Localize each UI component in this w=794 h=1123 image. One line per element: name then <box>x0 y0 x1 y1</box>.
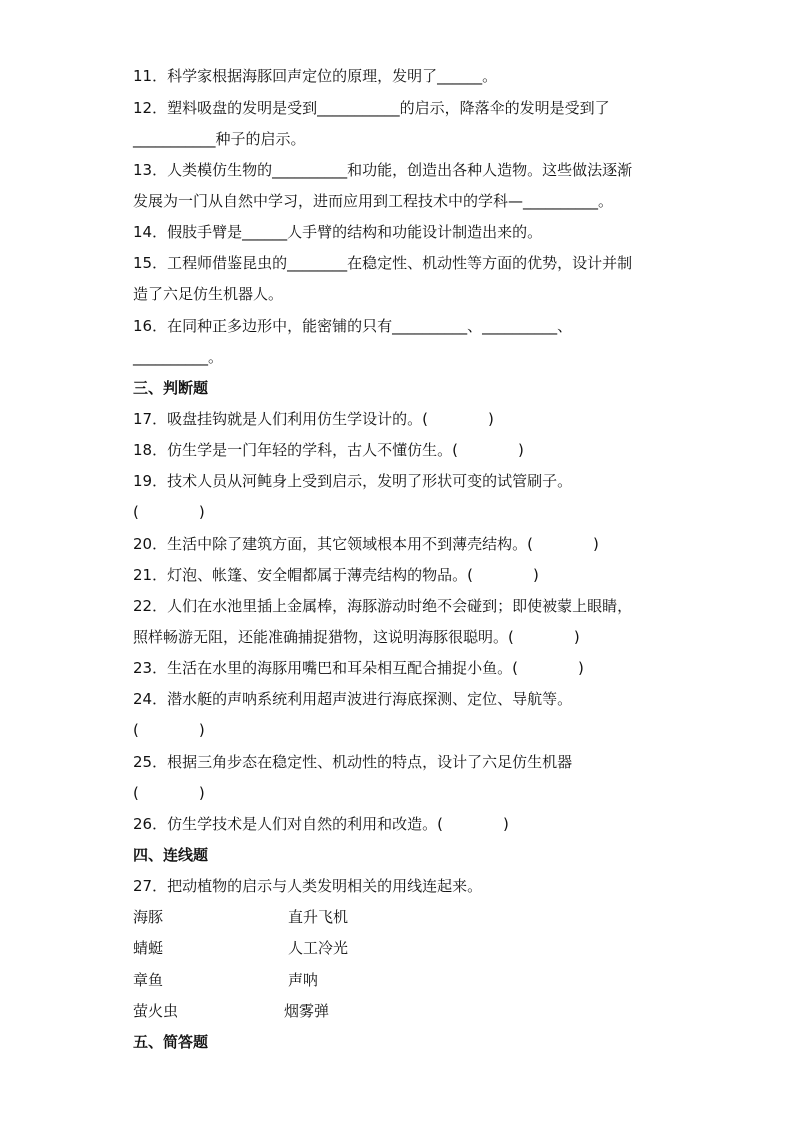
question-22-cont: 照样畅游无阻，还能准确捕捉猎物，这说明海豚很聪明。( ) <box>133 628 580 646</box>
match-right-item: 人工冷光 <box>288 939 349 957</box>
question-23: 23．生活在水里的海豚用嘴巴和耳朵相互配合捕捉小鱼。( ) <box>133 659 584 677</box>
match-left-item: 萤火虫 <box>133 1002 179 1020</box>
match-left-item: 蜻蜓 <box>133 939 164 957</box>
question-21: 21．灯泡、帐篷、安全帽都属于薄壳结构的物品。( ) <box>133 566 539 584</box>
match-left-item: 海豚 <box>133 908 164 926</box>
question-19: 19．技术人员从河鲀身上受到启示，发明了形状可变的试管刷子。 <box>133 472 573 490</box>
section-heading-judgement: 三、判断题 <box>133 379 209 397</box>
question-26: 26．仿生学技术是人们对自然的利用和改造。( ) <box>133 815 509 833</box>
section-heading-matching: 四、连线题 <box>133 846 209 864</box>
question-25: 25．根据三角步态在稳定性、机动性的特点，设计了六足仿生机器 <box>133 753 573 771</box>
question-11: 11．科学家根据海豚回声定位的原理，发明了______。 <box>133 67 498 85</box>
question-13-cont: 发展为一门从自然中学习，进而应用到工程技术中的学科—__________。 <box>133 192 614 210</box>
question-18: 18．仿生学是一门年轻的学科，古人不懂仿生。( ) <box>133 441 524 459</box>
match-right-item: 烟雾弹 <box>284 1002 330 1020</box>
match-left-item: 章鱼 <box>133 971 164 989</box>
question-14: 14．假肢手臂是______人手臂的结构和功能设计制造出来的。 <box>133 223 543 241</box>
question-27: 27．把动植物的启示与人类发明相关的用线连起来。 <box>133 877 483 895</box>
question-19-answer: ( ) <box>133 503 205 521</box>
question-16-cont: __________。 <box>133 348 224 366</box>
question-25-answer: ( ) <box>133 784 205 802</box>
question-16: 16．在同种正多边形中，能密铺的只有__________、__________、 <box>133 317 573 335</box>
match-right-item: 直升飞机 <box>288 908 349 926</box>
question-12: 12．塑料吸盘的发明是受到___________的启示，降落伞的发明是受到了 <box>133 99 610 117</box>
question-22: 22．人们在水池里插上金属棒，海豚游动时绝不会碰到；即使被蒙上眼睛， <box>133 597 633 615</box>
section-heading-short-answer: 五、简答题 <box>133 1033 209 1051</box>
question-15-cont: 造了六足仿生机器人。 <box>133 285 284 303</box>
question-20: 20．生活中除了建筑方面，其它领域根本用不到薄壳结构。( ) <box>133 535 599 553</box>
question-24: 24．潜水艇的声呐系统利用超声波进行海底探测、定位、导航等。 <box>133 690 573 708</box>
question-17: 17．吸盘挂钩就是人们利用仿生学设计的。( ) <box>133 410 494 428</box>
match-right-item: 声呐 <box>288 971 319 989</box>
question-13: 13．人类模仿生物的__________和功能，创造出各种人造物。这些做法逐渐 <box>133 161 633 179</box>
question-15: 15．工程师借鉴昆虫的________在稳定性、机动性等方面的优势，设计并制 <box>133 254 633 272</box>
question-12-cont: ___________种子的启示。 <box>133 130 306 148</box>
question-24-answer: ( ) <box>133 721 205 739</box>
